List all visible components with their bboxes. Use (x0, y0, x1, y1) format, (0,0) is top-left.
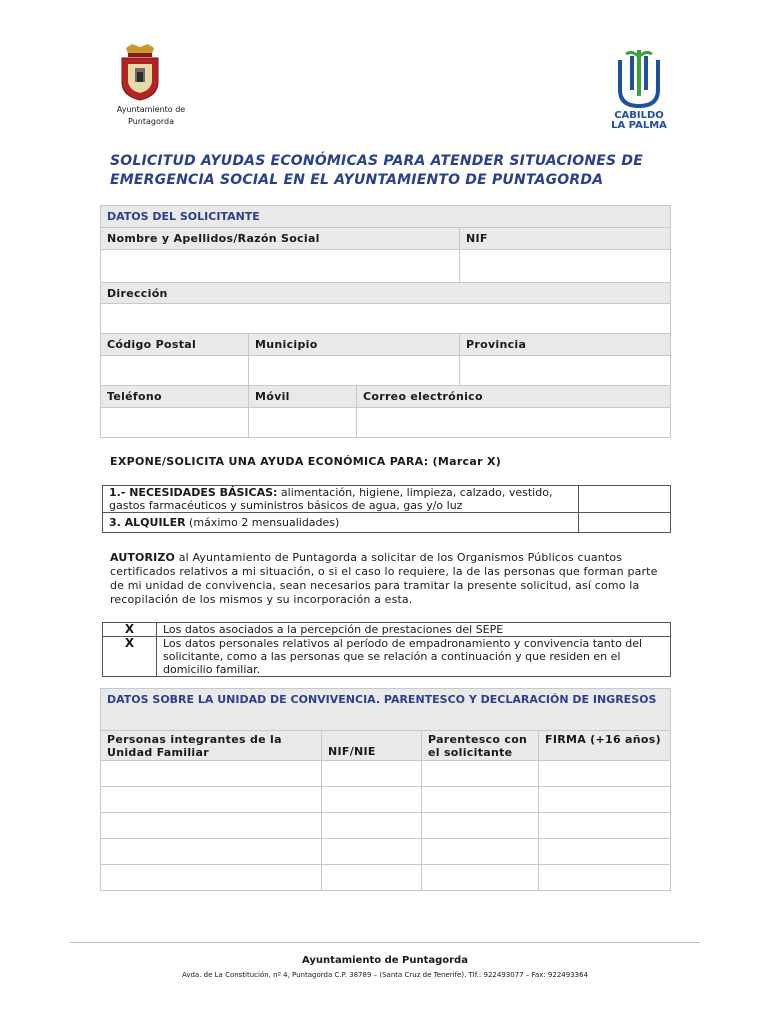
label-direccion: Dirección (101, 283, 671, 304)
cell-firma[interactable] (539, 813, 671, 839)
label-nif: NIF (460, 228, 671, 250)
table-row (101, 813, 671, 839)
label-municipio: Municipio (249, 334, 460, 356)
checkbox-alquiler[interactable] (579, 513, 671, 533)
seal-caption-line1: Ayuntamiento de (116, 105, 186, 114)
field-nif[interactable] (460, 250, 671, 283)
seal-caption (96, 104, 206, 128)
cabildo-line2: LA PALMA (611, 120, 667, 131)
cell-personas[interactable] (101, 865, 322, 891)
cell-parentesco[interactable] (422, 865, 539, 891)
option-alquiler (103, 513, 579, 533)
option1-title: 1.- NECESIDADES BÁSICAS: (109, 486, 278, 499)
cell-parentesco[interactable] (422, 813, 539, 839)
cell-personas[interactable] (101, 787, 322, 813)
cell-nif[interactable] (322, 839, 422, 865)
check-mark-empadronamiento[interactable]: X (103, 637, 157, 677)
checkbox-necesidades-basicas[interactable] (579, 486, 671, 513)
cell-nif[interactable] (322, 787, 422, 813)
footer-address: Avda. de La Constitución, nº 4, Puntagorda C.P. 38789 – (Santa Cruz de Tenerife). Tlf.: 922493077 – Fax: 922493364 (181, 971, 589, 979)
cell-parentesco[interactable] (422, 787, 539, 813)
check-mark-sepe[interactable]: X (103, 623, 157, 637)
col-parentesco: Parentesco con el solicitante (422, 731, 539, 761)
label-correo: Correo electrónico (357, 386, 671, 408)
autorizo-text: al Ayuntamiento de Puntagorda a solicitar de los Organismos Públicos cuantos certificados relativos a mi situación, o si el caso lo requiere, la de las personas que forman parte de mi unidad de convivencia, sean necesarios para tramitar la presente solicitud, así como la recopilación de los mismos y su incorporación a esta. (110, 551, 658, 606)
footer-title: Ayuntamiento de Puntagorda (302, 955, 468, 966)
cell-firma[interactable] (539, 761, 671, 787)
option1-text: alimentación, higiene, limpieza, calzado, vestido, gastos farmacéuticos y suministros básicos de agua, gas y/o luz (109, 486, 553, 512)
expone-heading: EXPONE/SOLICITA UNA AYUDA ECONÓMICA PARA: (Marcar X) (110, 455, 502, 468)
label-provincia: Provincia (460, 334, 671, 356)
cell-parentesco[interactable] (422, 839, 539, 865)
title-line1: SOLICITUD AYUDAS ECONÓMICAS PARA ATENDER SITUACIONES DE (110, 153, 643, 169)
cell-personas[interactable] (101, 813, 322, 839)
cell-personas[interactable] (101, 839, 322, 865)
cell-nif[interactable] (322, 865, 422, 891)
option2-title: 3. ALQUILER (109, 516, 186, 529)
col-nif-nie: NIF/NIE (322, 731, 422, 761)
option-necesidades-basicas (103, 486, 579, 513)
seal-caption-line2: Puntagorda (128, 117, 174, 126)
check-text-empadronamiento: Los datos personales relativos al período de empadronamiento y convivencia tanto del solicitante, como a las personas que se relación a continuación y que residen en el domicilio familiar. (157, 637, 671, 677)
cell-parentesco[interactable] (422, 761, 539, 787)
cell-nif[interactable] (322, 813, 422, 839)
section-datos-solicitante: DATOS DEL SOLICITANTE (101, 206, 671, 228)
table-row (101, 865, 671, 891)
field-direccion[interactable] (101, 304, 671, 334)
label-telefono: Teléfono (101, 386, 249, 408)
expone-options-table (102, 485, 671, 533)
table-row (101, 787, 671, 813)
title-line2: EMERGENCIA SOCIAL EN EL AYUNTAMIENTO DE PUNTAGORDA (110, 172, 604, 188)
cell-firma[interactable] (539, 787, 671, 813)
table-row (101, 761, 671, 787)
field-municipio[interactable] (249, 356, 460, 386)
label-nombre: Nombre y Apellidos/Razón Social (101, 228, 460, 250)
cell-firma[interactable] (539, 865, 671, 891)
convivencia-table (100, 688, 671, 891)
option2-text: (máximo 2 mensualidades) (185, 516, 340, 529)
table-row (101, 839, 671, 865)
puntagorda-coat-of-arms-icon (118, 42, 162, 102)
cell-nif[interactable] (322, 761, 422, 787)
cell-firma[interactable] (539, 839, 671, 865)
cabildo-text (596, 111, 682, 131)
section-convivencia: DATOS SOBRE LA UNIDAD DE CONVIVENCIA. PARENTESCO Y DECLARACIÓN DE INGRESOS (101, 689, 671, 731)
field-nombre[interactable] (101, 250, 460, 283)
field-correo[interactable] (357, 408, 671, 438)
cabildo-line1: CABILDO (614, 110, 664, 121)
cell-personas[interactable] (101, 761, 322, 787)
col-firma: FIRMA (+16 años) (539, 731, 671, 761)
label-codigo-postal: Código Postal (101, 334, 249, 356)
solicitante-table (100, 205, 671, 438)
autorizo-bold: AUTORIZO (110, 551, 176, 564)
document-title (110, 152, 670, 190)
field-provincia[interactable] (460, 356, 671, 386)
check-text-sepe: Los datos asociados a la percepción de prestaciones del SEPE (157, 623, 671, 637)
field-movil[interactable] (249, 408, 357, 438)
field-telefono[interactable] (101, 408, 249, 438)
field-codigo-postal[interactable] (101, 356, 249, 386)
footer-divider (70, 942, 700, 943)
col-personas: Personas integrantes de la Unidad Familiar (101, 731, 322, 761)
autorizo-paragraph (110, 551, 670, 607)
autorizaciones-table (102, 622, 671, 677)
label-movil: Móvil (249, 386, 357, 408)
